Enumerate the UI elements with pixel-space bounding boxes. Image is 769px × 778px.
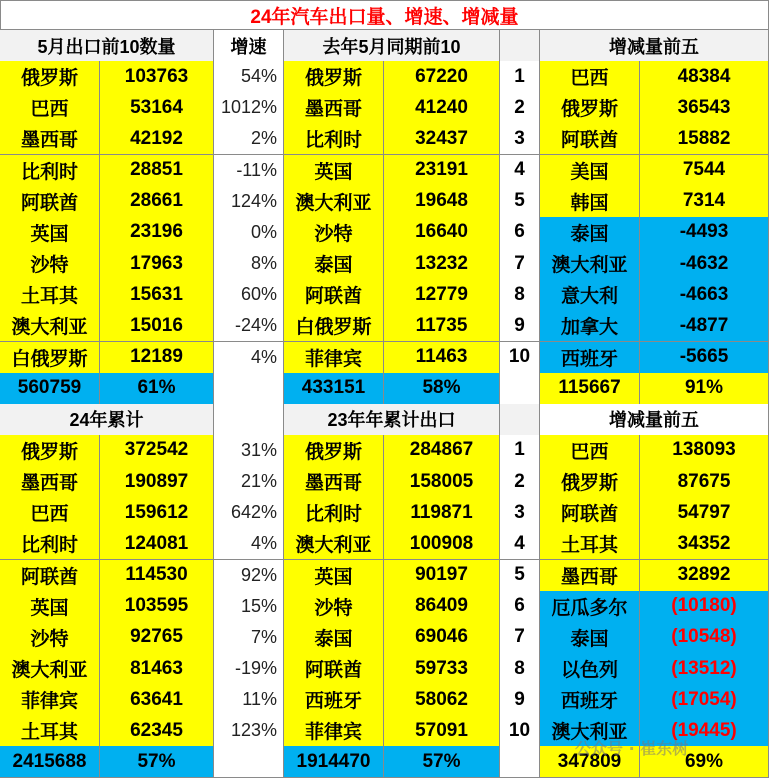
growth-cell: 54% <box>214 61 284 93</box>
cum24-total-cell: 2415688 <box>0 746 100 778</box>
cum23-quantity-cell: 119871 <box>384 497 500 529</box>
change-country-cell: 西班牙 <box>540 684 640 716</box>
cum24-quantity-cell: 124081 <box>100 528 214 560</box>
change-country-cell: 阿联酋 <box>540 497 640 529</box>
may-country-cell: 俄罗斯 <box>0 61 100 93</box>
growth-cell: 92% <box>214 560 284 592</box>
last-year-country-cell: 俄罗斯 <box>284 61 384 93</box>
table-row <box>0 92 769 124</box>
change-country-cell: 韩国 <box>540 186 640 218</box>
rank-index-cell: 8 <box>500 279 540 311</box>
last-year-country-cell: 菲律宾 <box>284 342 384 374</box>
growth-cell: 123% <box>214 715 284 747</box>
rank-index-cell: 3 <box>500 497 540 529</box>
growth-cell: 8% <box>214 248 284 280</box>
change-value-cell: 87675 <box>640 466 769 498</box>
last-year-quantity-cell: 23191 <box>384 155 500 187</box>
table-row <box>0 653 769 685</box>
cum24-quantity-cell: 159612 <box>100 497 214 529</box>
last-year-country-cell: 沙特 <box>284 217 384 249</box>
header-cumulative-23: 23年年累计出口 <box>284 404 500 436</box>
blank-cell <box>214 373 284 405</box>
may-country-cell: 土耳其 <box>0 279 100 311</box>
table-row <box>0 342 769 374</box>
cum24-quantity-cell: 114530 <box>100 560 214 592</box>
may-quantity-cell: 15016 <box>100 310 214 342</box>
cum24-country-cell: 比利时 <box>0 528 100 560</box>
header-growth: 增速 <box>214 30 284 62</box>
change-value-cell: (10548) <box>640 622 769 654</box>
change-country-cell: 澳大利亚 <box>540 248 640 280</box>
change-value-cell: 7314 <box>640 186 769 218</box>
change-value-cell: 32892 <box>640 560 769 592</box>
may-quantity-cell: 42192 <box>100 123 214 155</box>
cum23-country-cell: 沙特 <box>284 591 384 623</box>
bottom-total-row <box>0 746 769 778</box>
growth-cell: 21% <box>214 466 284 498</box>
change-value-cell: 54797 <box>640 497 769 529</box>
growth-cell: 60% <box>214 279 284 311</box>
rank-index-cell: 4 <box>500 155 540 187</box>
may-country-cell: 比利时 <box>0 155 100 187</box>
cum24-country-cell: 菲律宾 <box>0 684 100 716</box>
growth-cell: 2% <box>214 123 284 155</box>
change-value-cell: 7544 <box>640 155 769 187</box>
may-quantity-cell: 12189 <box>100 342 214 374</box>
top-header-row <box>0 30 769 62</box>
growth-cell: 642% <box>214 497 284 529</box>
change-total-cell: 347809 <box>540 746 640 778</box>
last-year-quantity-cell: 32437 <box>384 123 500 155</box>
change-country-cell: 泰国 <box>540 217 640 249</box>
last-year-quantity-cell: 67220 <box>384 61 500 93</box>
cum24-country-cell: 阿联酋 <box>0 560 100 592</box>
rank-index-cell: 5 <box>500 186 540 218</box>
header-may-top10: 5月出口前10数量 <box>0 30 214 62</box>
cum23-quantity-cell: 86409 <box>384 591 500 623</box>
change-country-cell: 以色列 <box>540 653 640 685</box>
change-country-cell: 巴西 <box>540 435 640 467</box>
change-country-cell: 俄罗斯 <box>540 466 640 498</box>
may-quantity-cell: 28661 <box>100 186 214 218</box>
last-year-quantity-cell: 12779 <box>384 279 500 311</box>
sheet-title: 24年汽车出口量、增速、增减量 <box>0 0 769 30</box>
change-value-cell: (17054) <box>640 684 769 716</box>
cum23-quantity-cell: 69046 <box>384 622 500 654</box>
table-row <box>0 560 769 592</box>
rank-index-cell: 7 <box>500 622 540 654</box>
cum24-country-cell: 沙特 <box>0 622 100 654</box>
cum23-total-cell: 1914470 <box>284 746 384 778</box>
may-country-cell: 墨西哥 <box>0 123 100 155</box>
change-value-cell: -4877 <box>640 310 769 342</box>
may-quantity-cell: 23196 <box>100 217 214 249</box>
may-country-cell: 巴西 <box>0 92 100 124</box>
cum23-country-cell: 俄罗斯 <box>284 435 384 467</box>
cum23-country-cell: 比利时 <box>284 497 384 529</box>
cum24-country-cell: 俄罗斯 <box>0 435 100 467</box>
last-year-quantity-cell: 16640 <box>384 217 500 249</box>
cum23-quantity-cell: 100908 <box>384 528 500 560</box>
may-total-cell: 560759 <box>0 373 100 405</box>
rank-index-cell: 9 <box>500 310 540 342</box>
last-year-total-cell: 433151 <box>284 373 384 405</box>
change-total-cell: 115667 <box>540 373 640 405</box>
may-quantity-cell: 103763 <box>100 61 214 93</box>
rank-index-cell: 2 <box>500 466 540 498</box>
table-row <box>0 123 769 155</box>
may-quantity-cell: 28851 <box>100 155 214 187</box>
blank-cell <box>214 404 284 436</box>
may-country-cell: 澳大利亚 <box>0 310 100 342</box>
change-value-cell: 138093 <box>640 435 769 467</box>
cum24-share-cell: 57% <box>100 746 214 778</box>
table-row <box>0 591 769 623</box>
change-value-cell: -4493 <box>640 217 769 249</box>
change-share-cell: 91% <box>640 373 769 405</box>
change-value-cell: (10180) <box>640 591 769 623</box>
cum24-country-cell: 土耳其 <box>0 715 100 747</box>
may-quantity-cell: 17963 <box>100 248 214 280</box>
rank-index-cell: 2 <box>500 92 540 124</box>
table-row <box>0 497 769 529</box>
growth-cell: 124% <box>214 186 284 218</box>
change-country-cell: 意大利 <box>540 279 640 311</box>
table-row <box>0 155 769 187</box>
cum23-quantity-cell: 90197 <box>384 560 500 592</box>
change-share-cell: 69% <box>640 746 769 778</box>
table-row <box>0 217 769 249</box>
table-row <box>0 684 769 716</box>
cum23-quantity-cell: 57091 <box>384 715 500 747</box>
growth-cell: 11% <box>214 684 284 716</box>
change-country-cell: 厄瓜多尔 <box>540 591 640 623</box>
growth-cell: 4% <box>214 528 284 560</box>
cum24-quantity-cell: 190897 <box>100 466 214 498</box>
growth-cell: 1012% <box>214 92 284 124</box>
cum24-country-cell: 巴西 <box>0 497 100 529</box>
change-value-cell: 48384 <box>640 61 769 93</box>
may-country-cell: 白俄罗斯 <box>0 342 100 374</box>
change-value-cell: -4632 <box>640 248 769 280</box>
last-year-share-cell: 58% <box>384 373 500 405</box>
growth-cell: 7% <box>214 622 284 654</box>
cum23-country-cell: 澳大利亚 <box>284 528 384 560</box>
table-row <box>0 248 769 280</box>
top-total-row <box>0 373 769 405</box>
cum23-quantity-cell: 59733 <box>384 653 500 685</box>
may-country-cell: 阿联酋 <box>0 186 100 218</box>
rank-index-cell: 8 <box>500 653 540 685</box>
cum24-quantity-cell: 63641 <box>100 684 214 716</box>
last-year-country-cell: 白俄罗斯 <box>284 310 384 342</box>
last-year-country-cell: 英国 <box>284 155 384 187</box>
table-row <box>0 622 769 654</box>
bottom-header-row <box>0 404 769 436</box>
may-country-cell: 英国 <box>0 217 100 249</box>
rank-index-cell: 7 <box>500 248 540 280</box>
cum23-quantity-cell: 58062 <box>384 684 500 716</box>
last-year-country-cell: 澳大利亚 <box>284 186 384 218</box>
cum23-country-cell: 菲律宾 <box>284 715 384 747</box>
cum23-country-cell: 英国 <box>284 560 384 592</box>
last-year-quantity-cell: 11735 <box>384 310 500 342</box>
growth-cell: -24% <box>214 310 284 342</box>
change-value-cell: -4663 <box>640 279 769 311</box>
change-value-cell: 15882 <box>640 123 769 155</box>
cum23-country-cell: 泰国 <box>284 622 384 654</box>
cum23-country-cell: 西班牙 <box>284 684 384 716</box>
watermark: 公众号 · 崔东树 <box>575 738 689 758</box>
header-change-top5-cumulative: 增减量前五 <box>540 404 769 436</box>
rank-index-cell: 6 <box>500 217 540 249</box>
header-index-blank <box>500 404 540 436</box>
change-value-cell: 34352 <box>640 528 769 560</box>
may-share-cell: 61% <box>100 373 214 405</box>
change-country-cell: 泰国 <box>540 622 640 654</box>
change-country-cell: 西班牙 <box>540 342 640 374</box>
last-year-quantity-cell: 19648 <box>384 186 500 218</box>
table-row <box>0 310 769 342</box>
cum24-quantity-cell: 92765 <box>100 622 214 654</box>
cum24-quantity-cell: 372542 <box>100 435 214 467</box>
cum23-quantity-cell: 284867 <box>384 435 500 467</box>
header-index-blank <box>500 30 540 62</box>
rank-index-cell: 10 <box>500 715 540 747</box>
last-year-quantity-cell: 11463 <box>384 342 500 374</box>
cum24-country-cell: 澳大利亚 <box>0 653 100 685</box>
change-country-cell: 墨西哥 <box>540 560 640 592</box>
growth-cell: 4% <box>214 342 284 374</box>
last-year-quantity-cell: 13232 <box>384 248 500 280</box>
cum23-country-cell: 阿联酋 <box>284 653 384 685</box>
cum24-quantity-cell: 103595 <box>100 591 214 623</box>
change-value-cell: (19445) <box>640 715 769 747</box>
last-year-country-cell: 阿联酋 <box>284 279 384 311</box>
cum24-country-cell: 英国 <box>0 591 100 623</box>
change-country-cell: 阿联酋 <box>540 123 640 155</box>
may-quantity-cell: 15631 <box>100 279 214 311</box>
table-row <box>0 186 769 218</box>
table-row <box>0 715 769 747</box>
header-last-year-may: 去年5月同期前10 <box>284 30 500 62</box>
table-row <box>0 435 769 467</box>
blank-cell <box>500 746 540 778</box>
growth-cell: 0% <box>214 217 284 249</box>
header-change-top5: 增减量前五 <box>540 30 769 62</box>
cum23-country-cell: 墨西哥 <box>284 466 384 498</box>
change-country-cell: 美国 <box>540 155 640 187</box>
growth-cell: 15% <box>214 591 284 623</box>
rank-index-cell: 6 <box>500 591 540 623</box>
last-year-quantity-cell: 41240 <box>384 92 500 124</box>
growth-cell: -11% <box>214 155 284 187</box>
rank-index-cell: 10 <box>500 342 540 374</box>
change-country-cell: 加拿大 <box>540 310 640 342</box>
change-country-cell: 巴西 <box>540 61 640 93</box>
rank-index-cell: 1 <box>500 61 540 93</box>
change-country-cell: 俄罗斯 <box>540 92 640 124</box>
growth-cell: -19% <box>214 653 284 685</box>
table-row <box>0 61 769 93</box>
change-value-cell: 36543 <box>640 92 769 124</box>
cum23-share-cell: 57% <box>384 746 500 778</box>
rank-index-cell: 1 <box>500 435 540 467</box>
last-year-country-cell: 泰国 <box>284 248 384 280</box>
cum23-quantity-cell: 158005 <box>384 466 500 498</box>
header-cumulative-24: 24年累计 <box>0 404 214 436</box>
may-quantity-cell: 53164 <box>100 92 214 124</box>
table-row <box>0 466 769 498</box>
last-year-country-cell: 墨西哥 <box>284 92 384 124</box>
change-country-cell: 澳大利亚 <box>540 715 640 747</box>
table-row <box>0 528 769 560</box>
rank-index-cell: 5 <box>500 560 540 592</box>
cum24-quantity-cell: 62345 <box>100 715 214 747</box>
may-country-cell: 沙特 <box>0 248 100 280</box>
rank-index-cell: 3 <box>500 123 540 155</box>
blank-cell <box>214 746 284 778</box>
change-country-cell: 土耳其 <box>540 528 640 560</box>
rank-index-cell: 9 <box>500 684 540 716</box>
last-year-country-cell: 比利时 <box>284 123 384 155</box>
table-row <box>0 279 769 311</box>
change-value-cell: -5665 <box>640 342 769 374</box>
change-value-cell: (13512) <box>640 653 769 685</box>
cum24-country-cell: 墨西哥 <box>0 466 100 498</box>
blank-cell <box>500 373 540 405</box>
rank-index-cell: 4 <box>500 528 540 560</box>
cum24-quantity-cell: 81463 <box>100 653 214 685</box>
growth-cell: 31% <box>214 435 284 467</box>
